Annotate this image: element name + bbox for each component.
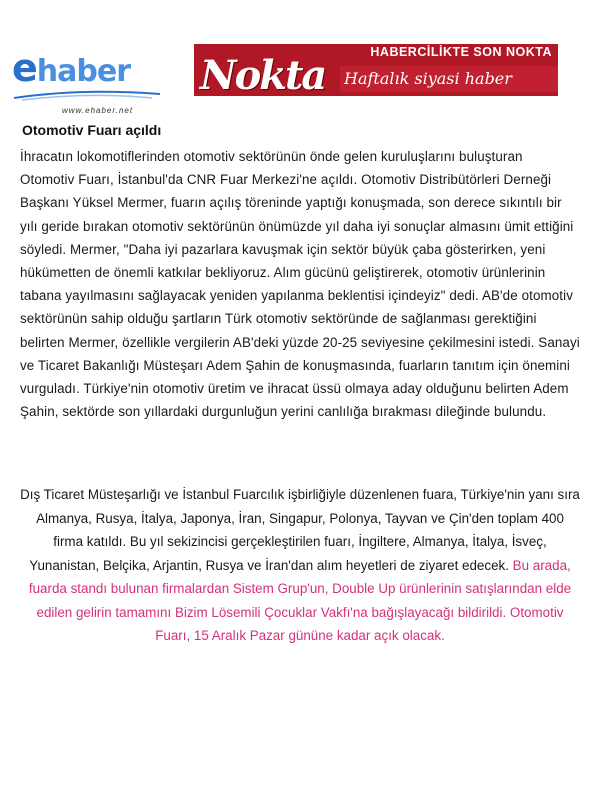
article-paragraph-2	[20, 483, 580, 648]
ehaber-wordmark	[12, 46, 130, 90]
article-paragraph-2-text: Dış Ticaret Müsteşarlığı ve İstanbul Fuarcılık işbirliğiyle düzenlenen fuara, Türkiye'nin yanı sıra Almanya, Rusya, İtalya, Japonya, İran, Singapur, Polonya, Tayvan ve Çin'den toplam 400 firma katıldı. Bu yıl sekizincisi gerçekleştirilen fuarı, İngiltere, Almanya, İtalya, İsveç, Yunanistan, Belçika, Arjantin, Rusya ve İran'dan alım heyetleri de ziyaret edecek.	[20, 487, 580, 573]
ehaber-url: www.ehaber.net	[62, 106, 134, 115]
article-highlight-text: Bu arada, fuarda standı bulunan firmalardan Sistem Grup'un, Double Up ürünlerinin satışlarından elde edilen gelirin tamamını Bizim Lösemili Çocuklar Vakfı'na bağışlayacağı bildirildi. Otomotiv Fuarı, 15 Aralık Pazar gününe kadar açık olacak.	[28, 557, 572, 643]
ehaber-swoosh-icon	[12, 88, 162, 102]
ehaber-logo-e: e	[12, 46, 37, 90]
ehaber-logo-text: haber	[36, 54, 130, 89]
nokta-subtitle: Haftalık siyasi haber dergisi	[340, 66, 558, 92]
ehaber-logo	[12, 46, 172, 120]
nokta-tagline: HABERCİLİKTE SON NOKTA	[370, 45, 552, 59]
article-paragraph-1: İhracatın lokomotiflerinden otomotiv sektörünün önde gelen kuruluşlarını buluşturan Otomotiv Fuarı, İstanbul'da CNR Fuar Merkezi'ne açıldı. Otomotiv Distribütörleri Derneği Başkanı Yüksel Mermer, fuarın açılış töreninde yaptığı konuşmada, son derece sıkıntılı bir yılı geride bırakan otomotiv sektörünün önümüzde yıl daha iyi sonuçlar almasını ümit ettiğini söyledi. Mermer, "Daha iyi pazarlara kavuşmak için sektör büyük çaba gösterirken, yeni hükümetten de önemli katkılar bekliyoruz. Alım gücünü geliştirerek, otomotiv ürünlerinin tabana yayılmasını sağlayacak yeniden yapılanma beklentisi içindeyiz" dedi. AB'de otomotiv sektörünün sahip olduğu şartların Türk otomotiv sektöründe de sağlanması gerektiğini belirten Mermer, özellikle vergilerin AB'deki yüzde 20-25 seviyesine çekilmesini istedi. Sanayi ve Ticaret Bakanlığı Müsteşarı Adem Şahin de konuşmasında, fuarların tanıtım için önemini vurguladı. Türkiye'nin otomotiv üretim ve ihracat üssü olmaya aday olduğunu belirten Adem Şahin, sektörde son yıllardaki durgunluğun yerini canlılığa bırakması dileğinde bulundu.	[20, 149, 580, 420]
nokta-banner	[194, 44, 558, 114]
article-title: Otomotiv Fuarı açıldı	[22, 122, 162, 138]
nokta-logo: Nokta	[200, 52, 326, 99]
